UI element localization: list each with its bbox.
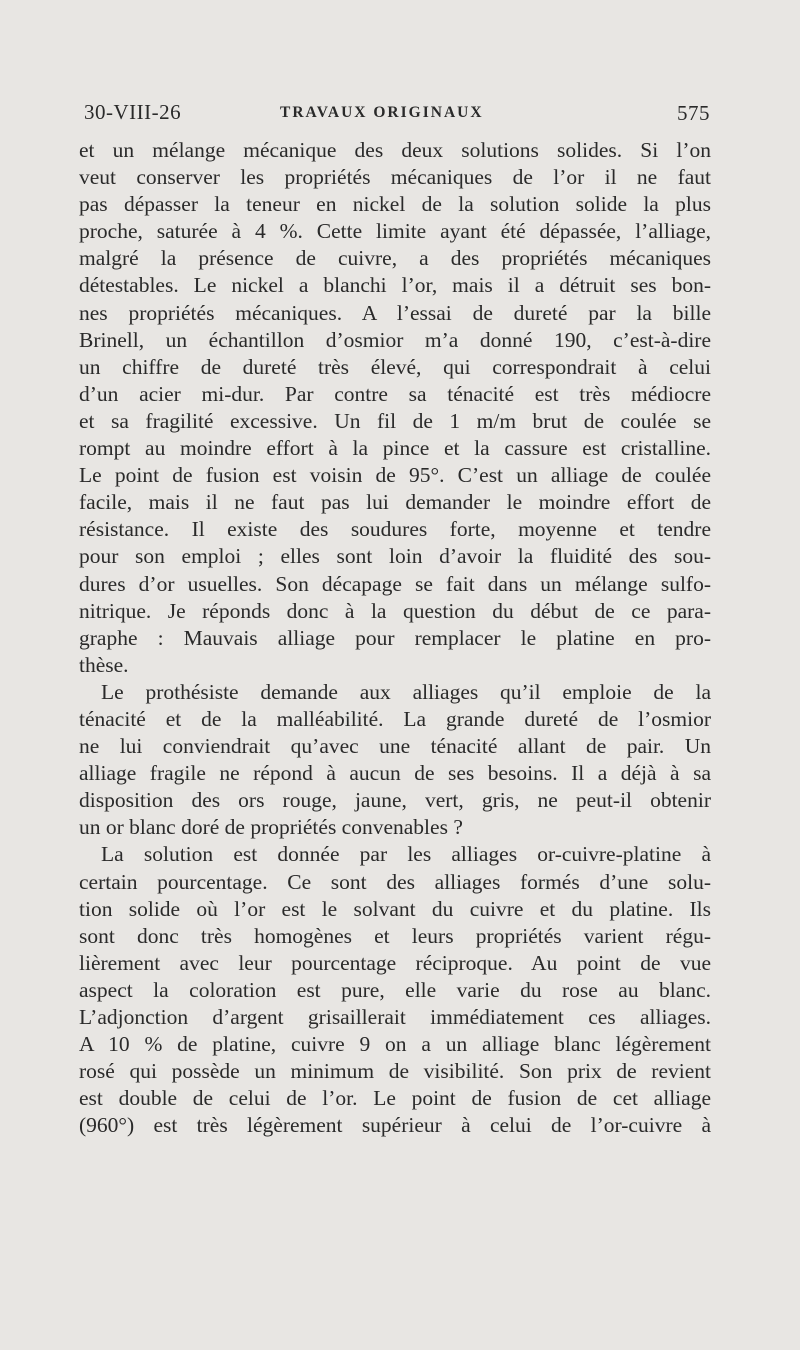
text-line: aspect la coloration est pure, elle varie du rose au blanc. (79, 977, 711, 1002)
text-line: rompt au moindre effort à la pince et la cassure est cristalline. (79, 436, 711, 461)
text-line: ténacité et de la malléabilité. La grande dureté de l’osmior (79, 706, 711, 731)
text-line: et sa fragilité excessive. Un fil de 1 m/m brut de coulée se (79, 408, 711, 433)
text-line: malgré la présence de cuivre, a des propriétés mécaniques (79, 246, 711, 271)
text-line: pour son emploi ; elles sont loin d’avoir la fluidité des sou- (79, 544, 711, 569)
text-line: détestables. Le nickel a blanchi l’or, mais il a détruit ses bon- (79, 273, 711, 298)
text-line: d’un acier mi-dur. Par contre sa ténacité est très médiocre (79, 381, 711, 406)
page-number: 575 (677, 101, 710, 125)
text-line: proche, saturée à 4 %. Cette limite ayant été dépassée, l’alliage, (79, 219, 711, 244)
text-line: sont donc très homogènes et leurs propriétés varient régu- (79, 923, 711, 948)
text-line: disposition des ors rouge, jaune, vert, gris, ne peut-il obtenir (79, 788, 711, 813)
text-line: et un mélange mécanique des deux solutions solides. Si l’on (79, 138, 711, 162)
text-line: Le prothésiste demande aux alliages qu’il emploie de la (101, 679, 711, 704)
text-line: A 10 % de platine, cuivre 9 on a un alliage blanc légèrement (79, 1032, 711, 1057)
text-line: L’adjonction d’argent grisaillerait immédiatement ces alliages. (79, 1005, 711, 1029)
text-line: un or blanc doré de propriétés convenables ? (79, 815, 463, 840)
text-line: thèse. (79, 652, 129, 677)
text-line: graphe : Mauvais alliage pour remplacer le platine en pro- (79, 625, 711, 650)
header-section-title: TRAVAUX ORIGINAUX (280, 104, 484, 121)
text-line: alliage fragile ne répond à aucun de ses besoins. Il a déjà à sa (79, 761, 711, 786)
text-line: dures d’or usuelles. Son décapage se fait dans un mélange sulfo- (79, 571, 711, 596)
text-line: tion solide où l’or est le solvant du cuivre et du platine. Ils (79, 896, 711, 921)
text-line: (960°) est très légèrement supérieur à celui de l’or-cuivre à (79, 1113, 711, 1138)
text-line: facile, mais il ne faut pas lui demander le moindre effort de (79, 490, 711, 515)
body-text (79, 137, 711, 1139)
text-line: La solution est donnée par les alliages or-cuivre-platine à (101, 842, 711, 867)
text-line: veut conserver les propriétés mécaniques de l’or il ne faut (79, 165, 711, 190)
text-line: rosé qui possède un minimum de visibilité. Son prix de revient (79, 1059, 711, 1084)
text-line: pas dépasser la teneur en nickel de la solution solide la plus (79, 192, 711, 217)
running-header (84, 100, 710, 130)
text-line: nes propriétés mécaniques. A l’essai de dureté par la bille (79, 300, 711, 325)
text-line: Le point de fusion est voisin de 95°. C’est un alliage de coulée (79, 463, 711, 488)
text-line: lièrement avec leur pourcentage réciproque. Au point de vue (79, 950, 711, 975)
text-line: ne lui conviendrait qu’avec une ténacité allant de pair. Un (79, 734, 711, 759)
text-line: résistance. Il existe des soudures forte, moyenne et tendre (79, 517, 711, 542)
text-line: est double de celui de l’or. Le point de fusion de cet alliage (79, 1086, 711, 1111)
text-line: certain pourcentage. Ce sont des alliages formés d’une solu- (79, 869, 711, 894)
text-line: un chiffre de dureté très élevé, qui correspondrait à celui (79, 354, 711, 379)
header-date: 30-VIII-26 (84, 100, 182, 124)
text-line: Brinell, un échantillon d’osmior m’a donné 190, c’est-à-dire (79, 327, 711, 352)
text-line: nitrique. Je réponds donc à la question du début de ce para- (79, 598, 711, 623)
